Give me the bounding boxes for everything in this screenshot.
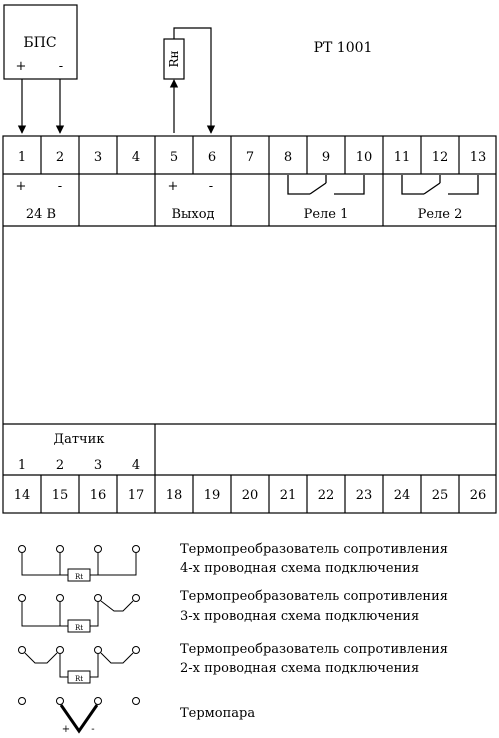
rn-wires [174,28,211,133]
device-title: РТ 1001 [313,40,373,56]
relay1-contact [288,175,364,194]
sensor-group [18,432,140,473]
terminal-21: 21 [279,488,297,503]
bps-plus: + [15,59,27,74]
terminal-19: 19 [203,488,221,503]
sensor-pin-2: 2 [55,458,65,473]
terminal-4: 4 [131,150,141,165]
supply-minus: - [57,179,63,194]
rn-resistor [164,39,184,79]
rtd-4wire-resistor-label: Rt [74,573,84,581]
sensor-pin-1: 1 [17,458,27,473]
sensor-pin-3: 3 [93,458,103,473]
terminal-18: 18 [165,488,183,503]
terminal-15: 15 [51,488,69,503]
thermocouple-minus: - [91,724,95,735]
terminal-22: 22 [317,488,335,503]
top-terminal-numbers [18,150,486,165]
terminal-8: 8 [283,150,293,165]
bps-label: БПС [23,35,57,51]
rtd-3wire-resistor-label: Rt [74,624,84,632]
relay2-label: Реле 2 [417,207,463,222]
supply-plus: + [15,179,27,194]
bps-box [4,5,77,79]
legend-1-line1: Термопреобразователь сопротивления [180,542,448,557]
thermocouple-symbol [19,698,140,732]
sensor-pin-4: 4 [131,458,141,473]
relay2-contact [402,175,478,194]
bottom-terminal-numbers [14,488,487,503]
legend-4-line1: Термопара [180,706,256,721]
legend-3-line1: Термопреобразователь сопротивления [180,642,448,657]
rn-label: Rн [167,50,181,68]
output-label: Выход [171,207,215,222]
terminal-3: 3 [93,150,103,165]
thermocouple-plus: + [61,724,71,735]
terminal-5: 5 [169,150,179,165]
output-minus: - [208,179,214,194]
terminal-10: 10 [355,150,373,165]
terminal-1: 1 [17,150,27,165]
terminal-24: 24 [393,488,411,503]
relay1-label: Реле 1 [303,207,349,222]
terminal-6: 6 [207,150,217,165]
legend-3-line2: 2-х проводная схема подключения [180,661,420,676]
terminal-13: 13 [469,150,487,165]
legend-2-line1: Термопреобразователь сопротивления [180,589,448,604]
terminal-23: 23 [355,488,373,503]
output-plus: + [167,179,179,194]
legend-1-line2: 4-х проводная схема подключения [180,561,420,576]
output-group [168,179,215,222]
terminal-14: 14 [13,488,31,503]
terminal-25: 25 [431,488,449,503]
legend-2-line2: 3-х проводная схема подключения [180,609,420,624]
bps-minus: - [58,59,64,74]
supply-label: 24 В [25,207,57,222]
rtd-2wire-resistor-label: Rt [74,675,84,683]
bps-wires [22,79,60,133]
terminal-7: 7 [245,150,255,165]
sensor-label: Датчик [53,432,105,447]
terminal-16: 16 [89,488,107,503]
terminal-2: 2 [55,150,65,165]
terminal-20: 20 [241,488,259,503]
supply-group [16,179,63,222]
terminal-11: 11 [393,150,411,165]
terminal-17: 17 [127,488,145,503]
terminal-12: 12 [431,150,449,165]
terminal-9: 9 [321,150,331,165]
terminal-block [3,136,496,513]
terminal-26: 26 [469,488,487,503]
